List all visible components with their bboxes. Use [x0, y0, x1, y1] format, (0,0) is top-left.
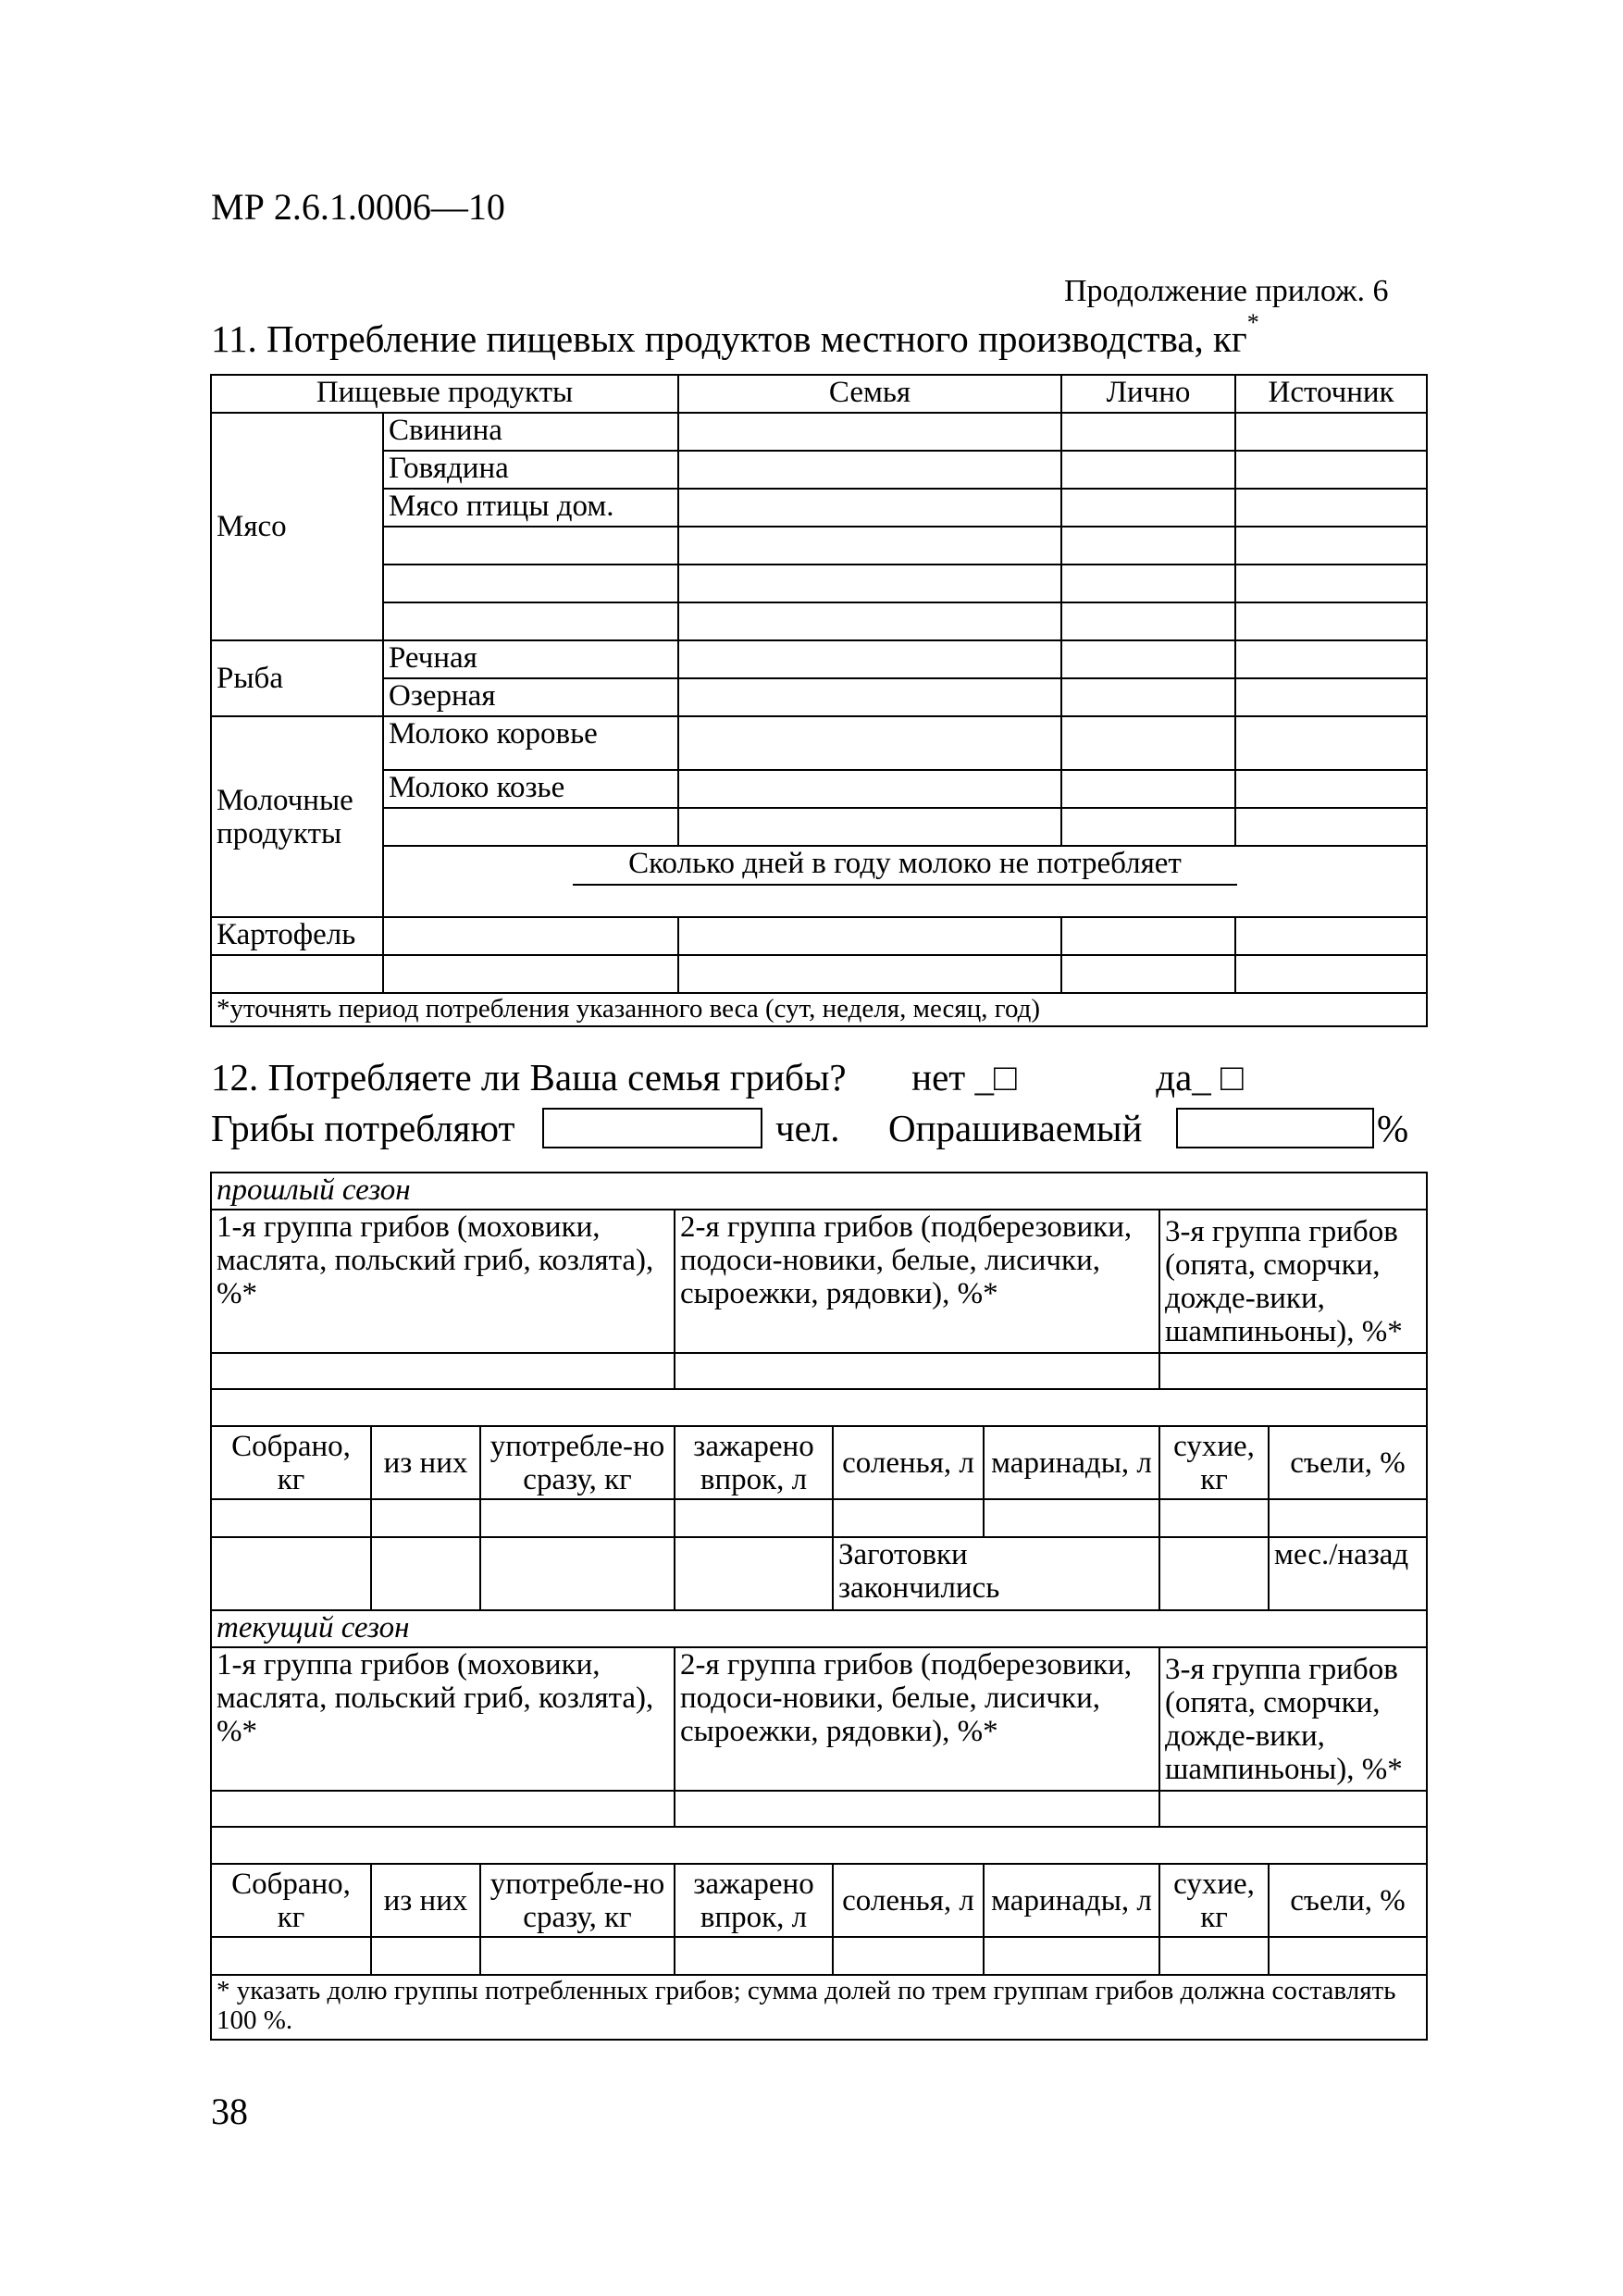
cell-input[interactable]: [984, 1937, 1159, 1975]
cell-input[interactable]: [1235, 678, 1427, 716]
section-11-title-text: 11. Потребление пищевых продуктов местного производства, кг: [211, 317, 1247, 360]
answer-no-label: нет _: [911, 1056, 994, 1098]
col-eaten-immediately: употребле-но сразу, кг: [480, 1864, 675, 1937]
answer-no-checkbox[interactable]: □: [993, 1056, 1017, 1098]
item-pork: Свинина: [383, 413, 678, 451]
cell-input[interactable]: [678, 640, 1061, 678]
item-river-fish: Речная: [383, 640, 678, 678]
current-season-label: текущий сезон: [211, 1610, 1427, 1647]
cell-input[interactable]: [678, 716, 1061, 770]
cell-input[interactable]: [678, 602, 1061, 640]
cell-input[interactable]: [1235, 716, 1427, 770]
persons-unit: чел.: [775, 1107, 840, 1149]
cell-input[interactable]: [1159, 1499, 1269, 1537]
spacer-row: [211, 1827, 1427, 1864]
cell-input[interactable]: [1235, 602, 1427, 640]
cell-input[interactable]: [833, 1937, 984, 1975]
cell-input[interactable]: [1235, 770, 1427, 808]
group-3-header: 3-я группа грибов (опята, сморчки, дожде-вики, шампиньоны), %*: [1159, 1210, 1427, 1353]
group-1-input[interactable]: [211, 1353, 675, 1389]
col-marinated: маринады, л: [984, 1426, 1159, 1499]
group-2-input[interactable]: [675, 1353, 1159, 1389]
cell-input[interactable]: [383, 602, 678, 640]
cell-input[interactable]: [1235, 489, 1427, 527]
cell-input[interactable]: [480, 1537, 675, 1610]
cell-input[interactable]: [1061, 451, 1235, 489]
cell-input[interactable]: [678, 955, 1061, 993]
group-2-header: 2-я группа грибов (подберезовики, подоси-новики, белые, лисички, сыроежки, рядовки), %*: [675, 1647, 1159, 1791]
cell-input[interactable]: [1235, 413, 1427, 451]
cell-input[interactable]: [480, 1499, 675, 1537]
cell-input[interactable]: [675, 1499, 833, 1537]
cell-input[interactable]: [678, 527, 1061, 565]
cell-input[interactable]: [1061, 489, 1235, 527]
cell-input[interactable]: [678, 808, 1061, 846]
cell-input[interactable]: [371, 1937, 480, 1975]
cell-input[interactable]: [1061, 565, 1235, 602]
col-eaten-immediately: употребле-но сразу, кг: [480, 1426, 675, 1499]
cell-input[interactable]: [1061, 770, 1235, 808]
header-family: Семья: [678, 375, 1061, 413]
cell-input[interactable]: [1235, 808, 1427, 846]
cell-input[interactable]: [678, 413, 1061, 451]
cell-input[interactable]: [833, 1499, 984, 1537]
cell-input[interactable]: [1235, 527, 1427, 565]
item-goat-milk: Молоко козье: [383, 770, 678, 808]
question-text: 12. Потребляете ли Ваша семья грибы?: [211, 1056, 847, 1098]
milk-days-label: Сколько дней в году молоко не потребляет: [573, 847, 1237, 886]
col-of-them: из них: [371, 1426, 480, 1499]
cell-input[interactable]: [383, 955, 678, 993]
document-code: МР 2.6.1.0006—10: [211, 186, 505, 228]
col-pickled: соленья, л: [833, 1426, 984, 1499]
milk-days-field[interactable]: [383, 846, 1427, 917]
months-ago-label: мес./назад: [1269, 1537, 1427, 1610]
cell-input[interactable]: [383, 808, 678, 846]
col-fried: зажарено впрок, л: [675, 1426, 833, 1499]
cell-input[interactable]: [1061, 413, 1235, 451]
cell-input[interactable]: [211, 1499, 371, 1537]
cell-input[interactable]: [1061, 808, 1235, 846]
group-fish: Рыба: [211, 640, 383, 716]
group-1-header: 1-я группа грибов (моховики, маслята, польский гриб, козлята), %*: [211, 1210, 675, 1353]
col-of-them: из них: [371, 1864, 480, 1937]
col-pickled: соленья, л: [833, 1864, 984, 1937]
group-dairy: Молочные продукты: [211, 716, 383, 917]
cell-input[interactable]: [211, 1937, 371, 1975]
group-3-input[interactable]: [1159, 1791, 1427, 1827]
col-dried: сухие, кг: [1159, 1426, 1269, 1499]
cell-input[interactable]: [678, 678, 1061, 716]
cell-input[interactable]: [678, 489, 1061, 527]
table-12-footnote: * указать долю группы потребленных грибов; сумма долей по трем группам грибов должна составлять 100 %.: [211, 1975, 1427, 2040]
table-11-footnote: *уточнять период потребления указанного веса (сут, неделя, месяц, год): [211, 993, 1427, 1026]
group-1-header: 1-я группа грибов (моховики, маслята, польский гриб, козлята), %*: [211, 1647, 675, 1791]
col-dried: сухие, кг: [1159, 1864, 1269, 1937]
header-personal: Лично: [1061, 375, 1235, 413]
cell-input[interactable]: [678, 451, 1061, 489]
respondent-percent-field[interactable]: [1176, 1108, 1374, 1148]
cell-input[interactable]: [1235, 640, 1427, 678]
cell-input[interactable]: [675, 1937, 833, 1975]
cell-input[interactable]: [984, 1499, 1159, 1537]
persons-count-field[interactable]: [542, 1108, 762, 1148]
food-consumption-table: [210, 374, 1428, 1027]
spacer-row: [211, 1389, 1427, 1426]
cell-input[interactable]: [1061, 527, 1235, 565]
cell-input[interactable]: [1159, 1937, 1269, 1975]
cell-input[interactable]: [1235, 565, 1427, 602]
cell-input[interactable]: [1061, 602, 1235, 640]
cell-input[interactable]: [1235, 451, 1427, 489]
cell-input[interactable]: [371, 1499, 480, 1537]
group-3-input[interactable]: [1159, 1353, 1427, 1389]
stocks-ended-label: Заготовки закончились: [833, 1537, 1159, 1610]
group-1-input[interactable]: [211, 1791, 675, 1827]
section-12-question: [211, 1055, 1244, 1099]
cell-input[interactable]: [1061, 955, 1235, 993]
item-beef: Говядина: [383, 451, 678, 489]
cell-input[interactable]: [1061, 678, 1235, 716]
group-3-header: 3-я группа грибов (опята, сморчки, дожде-вики, шампиньоны), %*: [1159, 1647, 1427, 1791]
item-lake-fish: Озерная: [383, 678, 678, 716]
col-marinated: маринады, л: [984, 1864, 1159, 1937]
cell-input[interactable]: [1061, 640, 1235, 678]
col-collected: Собрано, кг: [211, 1864, 371, 1937]
cell-input[interactable]: [678, 770, 1061, 808]
answer-yes-label: да_: [1156, 1056, 1211, 1098]
item-cow-milk: Молоко коровье: [383, 716, 678, 770]
group-potato: Картофель: [211, 917, 383, 955]
col-collected: Собрано, кг: [211, 1426, 371, 1499]
cell-input[interactable]: [678, 917, 1061, 955]
group-meat: Мясо: [211, 413, 383, 640]
cell-input[interactable]: [1269, 1937, 1427, 1975]
past-season-label: прошлый сезон: [211, 1173, 1427, 1210]
consume-label: Грибы потребляют: [211, 1107, 515, 1149]
group-2-input[interactable]: [675, 1791, 1159, 1827]
mushroom-consumers-line: [211, 1106, 514, 1150]
cell-input[interactable]: [1061, 917, 1235, 955]
section-11-title: [211, 309, 1259, 361]
group-2-header: 2-я группа грибов (подберезовики, подоси-новики, белые, лисички, сыроежки, рядовки), %*: [675, 1210, 1159, 1353]
appendix-continuation: Продолжение прилож. 6: [1064, 274, 1389, 308]
col-eaten-percent: съели, %: [1269, 1864, 1427, 1937]
header-food-products: Пищевые продукты: [211, 375, 678, 413]
respondent-label: Опрашиваемый: [888, 1107, 1143, 1149]
mushroom-table: [210, 1172, 1428, 2041]
item-poultry: Мясо птицы дом.: [383, 489, 678, 527]
cell-input[interactable]: [1159, 1537, 1269, 1610]
cell-input[interactable]: [1061, 716, 1235, 770]
cell-input[interactable]: [211, 955, 383, 993]
col-eaten-percent: съели, %: [1269, 1426, 1427, 1499]
cell-input[interactable]: [480, 1937, 675, 1975]
cell-input[interactable]: [371, 1537, 480, 1610]
col-fried: зажарено впрок, л: [675, 1864, 833, 1937]
cell-input[interactable]: [1235, 955, 1427, 993]
cell-input[interactable]: [383, 917, 678, 955]
answer-yes-checkbox[interactable]: □: [1220, 1056, 1244, 1098]
cell-input[interactable]: [678, 565, 1061, 602]
header-source: Источник: [1235, 375, 1427, 413]
cell-input[interactable]: [1269, 1499, 1427, 1537]
percent-sign: %: [1377, 1107, 1409, 1149]
cell-input[interactable]: [211, 1537, 371, 1610]
cell-input[interactable]: [1235, 917, 1427, 955]
cell-input[interactable]: [675, 1537, 833, 1610]
page-number: 38: [211, 2091, 248, 2132]
cell-input[interactable]: [383, 527, 678, 565]
cell-input[interactable]: [383, 565, 678, 602]
title-footnote-mark: *: [1246, 309, 1259, 336]
